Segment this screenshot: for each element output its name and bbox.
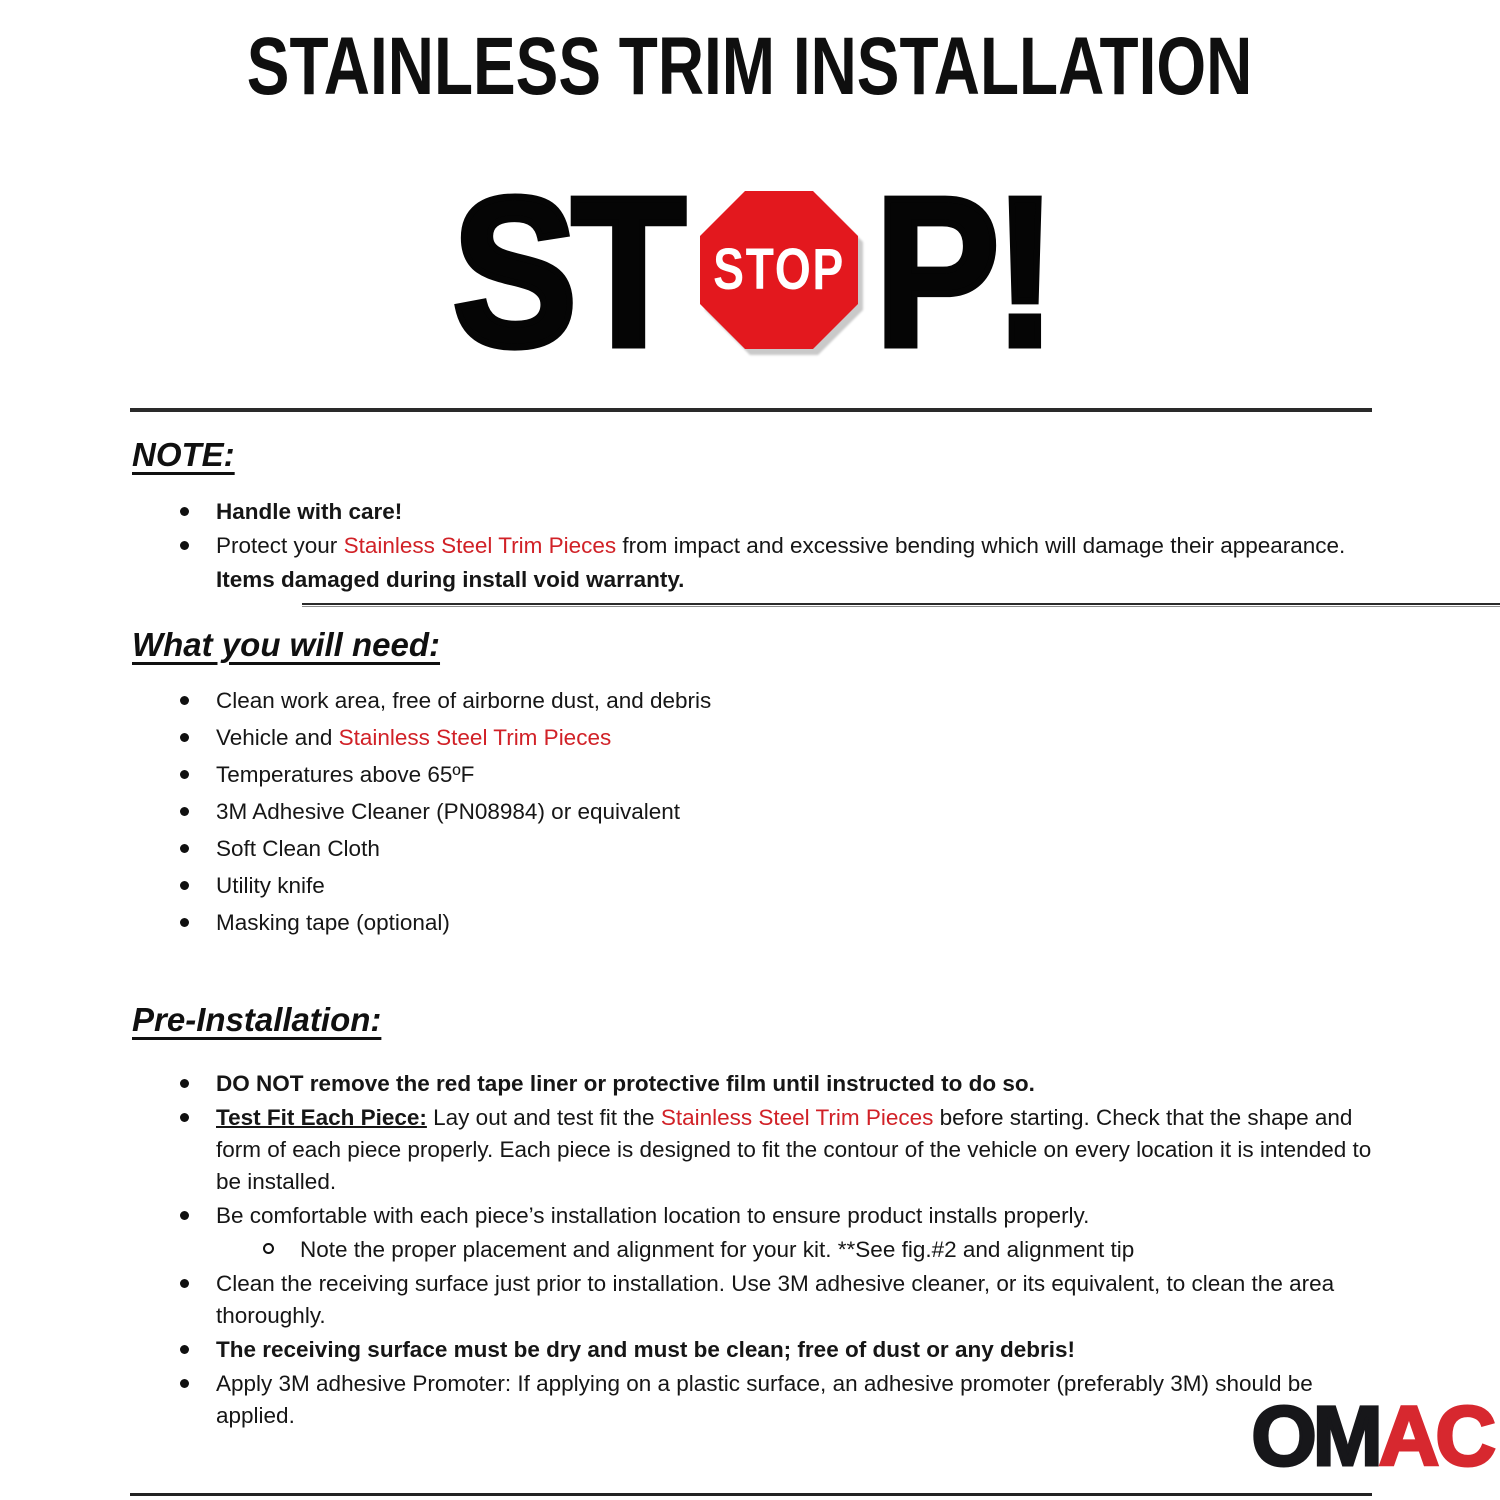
text-segment: DO NOT remove the red tape liner or protective film until instructed to do so. [216, 1070, 1035, 1096]
disc-bullet-icon [180, 807, 189, 816]
separator-line-bottom [130, 1493, 1372, 1496]
bullet-list-pre-installation [130, 1068, 1380, 1432]
disc-bullet-icon [180, 1079, 189, 1088]
section-heading-what-you-will-need: What you will need: [132, 625, 441, 663]
section-what-you-will-need [130, 625, 1380, 941]
omac-logo-red-letters: AC [1378, 1389, 1492, 1483]
disc-bullet-icon [180, 844, 189, 853]
text-segment: The receiving surface must be dry and must be clean; free of dust or any debris! [216, 1336, 1075, 1362]
text-segment: Items damaged during install void warranty. [216, 566, 685, 592]
disc-bullet-icon [180, 541, 189, 550]
stop-sign-label: STOP [713, 236, 846, 302]
list-item [130, 832, 1380, 866]
list-item [130, 495, 1380, 529]
text-segment: Clean work area, free of airborne dust, and debris [216, 688, 712, 714]
stop-right-letters: P! [875, 153, 1052, 391]
disc-bullet-icon [180, 881, 189, 890]
list-item [130, 1068, 1380, 1100]
list-item [130, 721, 1380, 755]
omac-logo-black-letters: OM [1251, 1389, 1379, 1483]
text-segment: Masking tape (optional) [216, 910, 450, 936]
text-segment: Be comfortable with each piece’s installation location to ensure product installs properly. [216, 1202, 1090, 1228]
disc-bullet-icon [180, 1211, 189, 1220]
sub-list-item [130, 1234, 1380, 1266]
disc-bullet-icon [180, 733, 189, 742]
disc-bullet-icon [180, 507, 189, 516]
section-note [130, 435, 1380, 597]
separator-line-top [130, 408, 1372, 412]
text-segment: 3M Adhesive Cleaner (PN08984) or equivalent [216, 799, 681, 825]
disc-bullet-icon [180, 696, 189, 705]
text-segment: Apply 3M adhesive Promoter: If applying on a plastic surface, an adhesive promoter (preferably 3M) should be applied. [216, 1370, 1313, 1428]
text-segment: Utility knife [216, 873, 325, 899]
text-segment: Temperatures above 65ºF [216, 762, 475, 788]
text-segment: from impact and excessive bending which will damage their appearance. [616, 532, 1346, 558]
text-segment: Soft Clean Cloth [216, 836, 380, 862]
page-title-text: STAINLESS TRIM INSTALLATION [247, 21, 1253, 112]
omac-logo [1251, 1389, 1492, 1483]
document-content [130, 435, 1380, 1432]
list-item [130, 869, 1380, 903]
circle-bullet-icon [263, 1243, 274, 1254]
list-item [130, 1334, 1380, 1366]
disc-bullet-icon [180, 770, 189, 779]
text-segment: Lay out and test fit the [426, 1104, 661, 1130]
stop-sign-icon [697, 188, 861, 357]
section-heading-note: NOTE: [132, 436, 235, 474]
list-item [130, 1200, 1380, 1232]
list-item [130, 529, 1380, 597]
disc-bullet-icon [180, 1379, 189, 1388]
list-item [130, 1368, 1380, 1432]
bullet-list-note [130, 495, 1380, 597]
bullet-list-what-you-will-need [130, 684, 1380, 940]
text-segment: Stainless Steel Trim Pieces [660, 1104, 934, 1130]
text-segment: Vehicle and [216, 725, 339, 751]
page-title [0, 22, 1500, 112]
text-segment: Handle with care! [216, 498, 403, 524]
list-item [130, 906, 1380, 940]
list-item [130, 1102, 1380, 1198]
text-segment: Stainless Steel Trim Pieces [338, 725, 612, 751]
list-item [130, 795, 1380, 829]
disc-bullet-icon [180, 1279, 189, 1288]
text-segment: Note the proper placement and alignment for your kit. **See fig.#2 and alignment tip [300, 1236, 1135, 1262]
stop-left-letters: ST [452, 153, 680, 391]
disc-bullet-icon [180, 918, 189, 927]
text-segment: Clean the receiving surface just prior to installation. Use 3M adhesive cleaner, or its equivalent, to clean the area thoroughly. [216, 1270, 1335, 1328]
text-segment: before starting. Check that the shape and form of each piece properly. Each piece is designed to fit the contour of the vehicle on every location it is intended to be installed. [216, 1104, 1372, 1194]
disc-bullet-icon [180, 1345, 189, 1354]
list-item [130, 758, 1380, 792]
text-segment: Protect your [216, 532, 344, 558]
section-pre-installation [130, 1000, 1380, 1432]
disc-bullet-icon [180, 1113, 189, 1122]
text-segment: Test Fit Each Piece: [216, 1104, 427, 1130]
list-item [130, 684, 1380, 718]
stop-graphic [0, 153, 1500, 391]
separator-line-double [302, 603, 1500, 607]
section-heading-pre-installation: Pre-Installation: [132, 1001, 382, 1039]
list-item [130, 1268, 1380, 1332]
text-segment: Stainless Steel Trim Pieces [343, 532, 617, 558]
